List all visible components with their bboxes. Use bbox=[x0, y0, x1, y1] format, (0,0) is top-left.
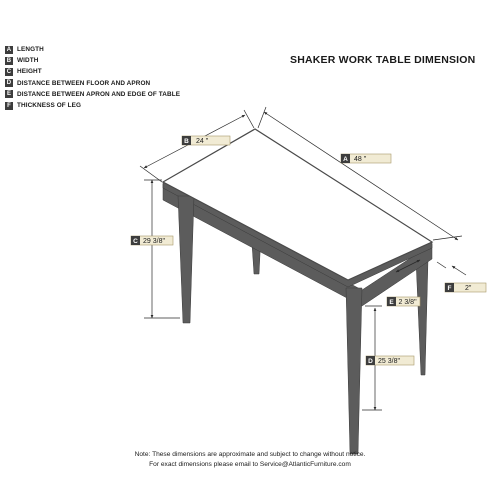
dimension-key: D bbox=[368, 358, 373, 365]
dimension-tag-apron-edge bbox=[387, 297, 420, 306]
footnote-line-1: Note: These dimensions are approximate and subject to change without notice. bbox=[134, 451, 366, 458]
table-leg-front-right bbox=[346, 288, 362, 454]
dimension-key: F bbox=[447, 285, 452, 292]
dimension-value: 48 " bbox=[354, 156, 367, 163]
legend-key: B bbox=[6, 57, 12, 64]
footnote-line-2: For exact dimensions please email to Service@AtlanticFurniture.com bbox=[149, 461, 351, 468]
dimension-tag-height bbox=[131, 236, 173, 245]
table-leg-front-left bbox=[178, 196, 194, 323]
legend-label: WIDTH bbox=[17, 57, 39, 65]
legend-label: DISTANCE BETWEEN APRON AND EDGE OF TABLE bbox=[17, 90, 181, 98]
diagram-title: SHAKER WORK TABLE DIMENSION bbox=[290, 54, 476, 66]
dimension-tag-floor-apron bbox=[366, 356, 414, 365]
legend-key: F bbox=[5, 102, 13, 110]
dimension-key: E bbox=[389, 299, 394, 306]
footnote bbox=[20, 450, 480, 470]
dimension-value: 2 3/8" bbox=[398, 299, 417, 306]
dimension-tag-width bbox=[182, 136, 230, 145]
dimension-value: 2" bbox=[465, 285, 472, 292]
dimension-value: 29 3/8" bbox=[143, 238, 165, 245]
legend-key: E bbox=[6, 91, 12, 98]
dimension-value: 25 3/8" bbox=[378, 358, 400, 365]
legend-label: HEIGHT bbox=[17, 68, 42, 76]
legend-label: DISTANCE BETWEEN FLOOR AND APRON bbox=[17, 79, 151, 87]
legend-key: A bbox=[6, 46, 12, 53]
dimension-tag-leg-thickness bbox=[445, 283, 486, 292]
table-leg-back-right bbox=[416, 260, 428, 375]
legend-key: D bbox=[6, 80, 12, 87]
dimension-key: C bbox=[133, 238, 138, 245]
legend-label: THICKNESS OF LEG bbox=[17, 102, 82, 110]
dimension-tag-length bbox=[341, 154, 391, 163]
dimension-value: 24 " bbox=[196, 138, 209, 145]
dimension-key: A bbox=[343, 156, 348, 163]
dimension-key: B bbox=[184, 138, 189, 145]
legend-key: C bbox=[6, 68, 12, 75]
table-body bbox=[163, 129, 432, 454]
legend-label: LENGTH bbox=[17, 46, 44, 54]
